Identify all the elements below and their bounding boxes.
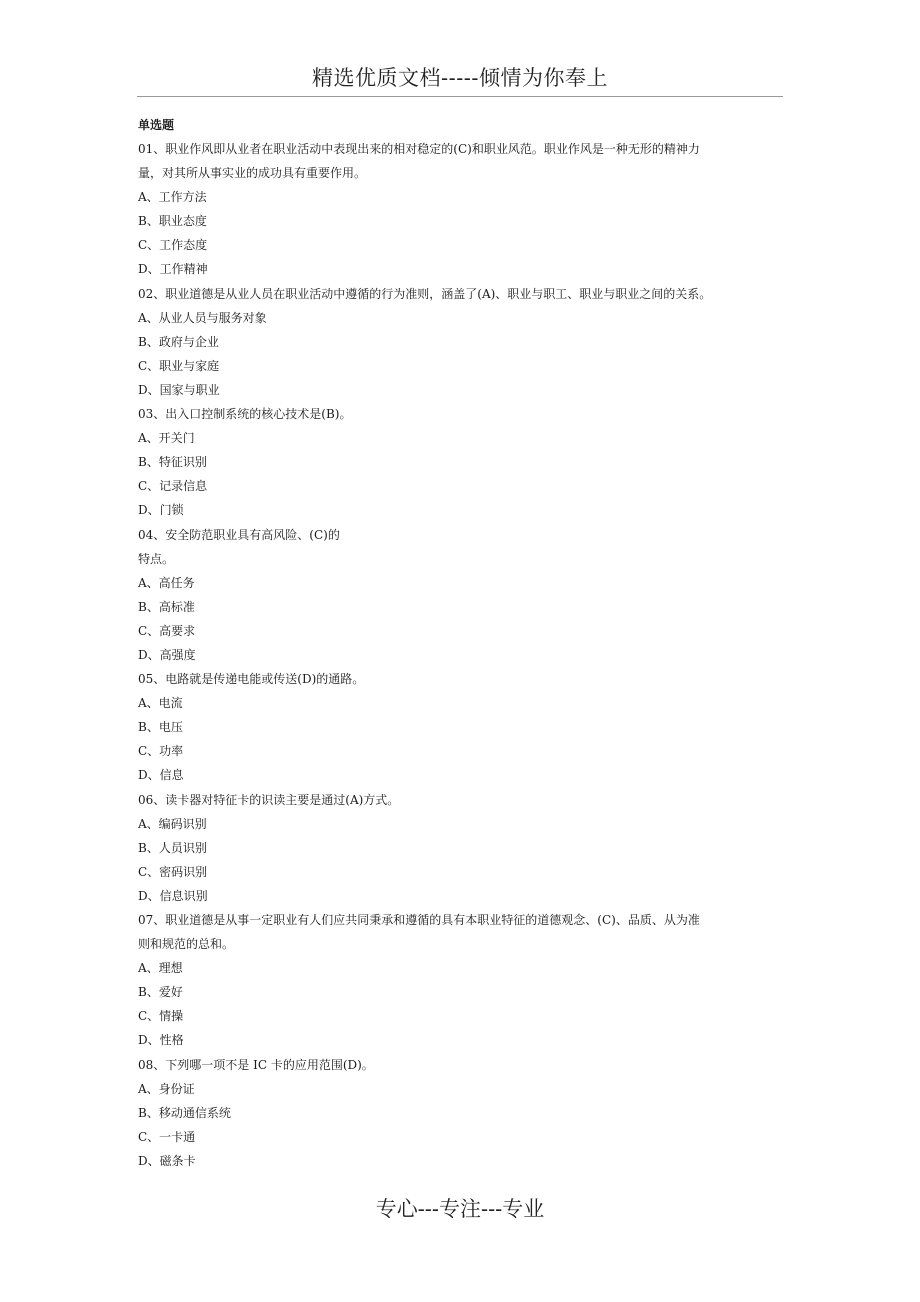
question-text: 07、职业道德是从事一定职业有人们应共同秉承和遵循的具有本职业特征的道德观念、(C)、品质、从为准 <box>138 913 700 927</box>
option-c: C、功率 <box>138 744 184 759</box>
option-a: A、编码识别 <box>138 816 207 831</box>
option-a: A、工作方法 <box>138 190 207 205</box>
page-header: 精选优质文档-----倾情为你奉上 <box>312 66 608 90</box>
document-body <box>138 113 788 1173</box>
option-a: A、高任务 <box>138 575 195 590</box>
question-text: 01、职业作风即从业者在职业活动中表现出来的相对稳定的(C)和职业风范。职业作风是一种无形的精神力 <box>138 142 700 156</box>
option-d: D、高强度 <box>138 647 196 662</box>
option-c: C、情操 <box>138 1009 184 1024</box>
option-d: D、磁条卡 <box>138 1153 196 1168</box>
option-b: B、职业态度 <box>138 214 207 229</box>
question-text: 03、出入口控制系统的核心技术是(B)。 <box>138 407 352 422</box>
option-c: C、记录信息 <box>138 479 208 494</box>
option-c: C、职业与家庭 <box>138 358 220 373</box>
option-c: C、密码识别 <box>138 864 208 879</box>
question-text: 02、职业道德是从业人员在职业活动中遵循的行为准则，涵盖了(A)、职业与职工、职业与职业之间的关系。 <box>138 286 712 301</box>
question-text: 则和规范的总和。 <box>138 937 235 952</box>
option-d: D、信息识别 <box>138 888 208 903</box>
option-b: B、特征识别 <box>138 455 207 470</box>
question-block <box>138 667 788 787</box>
option-d: D、信息 <box>138 768 184 783</box>
option-c: C、高要求 <box>138 623 196 638</box>
question-text: 06、读卡器对特征卡的识读主要是通过(A)方式。 <box>138 792 400 807</box>
option-d: D、工作精神 <box>138 262 208 277</box>
question-block <box>138 282 788 402</box>
option-a: A、开关门 <box>138 431 195 446</box>
option-b: B、爱好 <box>138 985 183 1000</box>
page-footer: 专心---专注---专业 <box>375 1197 545 1221</box>
question-block <box>138 523 788 668</box>
option-a: A、电流 <box>138 696 183 711</box>
question-text: 特点。 <box>138 551 175 566</box>
option-a: A、身份证 <box>138 1081 195 1096</box>
question-text: 08、下列哪一项不是 IC 卡的应用范围(D)。 <box>138 1057 374 1072</box>
option-c: C、工作态度 <box>138 238 208 253</box>
option-d: D、性格 <box>138 1033 184 1048</box>
option-c: C、一卡通 <box>138 1129 196 1144</box>
question-block <box>138 402 788 522</box>
question-block <box>138 908 788 1053</box>
question-block <box>138 1053 788 1173</box>
option-b: B、高标准 <box>138 599 195 614</box>
option-b: B、移动通信系统 <box>138 1105 231 1120</box>
option-d: D、门锁 <box>138 503 184 518</box>
question-text: 04、安全防范职业具有高风险、(C)的 <box>138 527 340 542</box>
option-a: A、理想 <box>138 961 183 976</box>
option-b: B、人员识别 <box>138 840 207 855</box>
header-divider <box>137 96 783 97</box>
question-block <box>138 788 788 908</box>
option-b: B、电压 <box>138 720 183 735</box>
question-block <box>138 137 788 282</box>
option-a: A、从业人员与服务对象 <box>138 310 267 325</box>
question-text: 量，对其所从事实业的成功具有重要作用。 <box>138 166 367 181</box>
option-b: B、政府与企业 <box>138 334 219 349</box>
option-d: D、国家与职业 <box>138 382 220 397</box>
section-title: 单选题 <box>138 118 175 132</box>
question-text: 05、电路就是传递电能或传送(D)的通路。 <box>138 672 365 687</box>
